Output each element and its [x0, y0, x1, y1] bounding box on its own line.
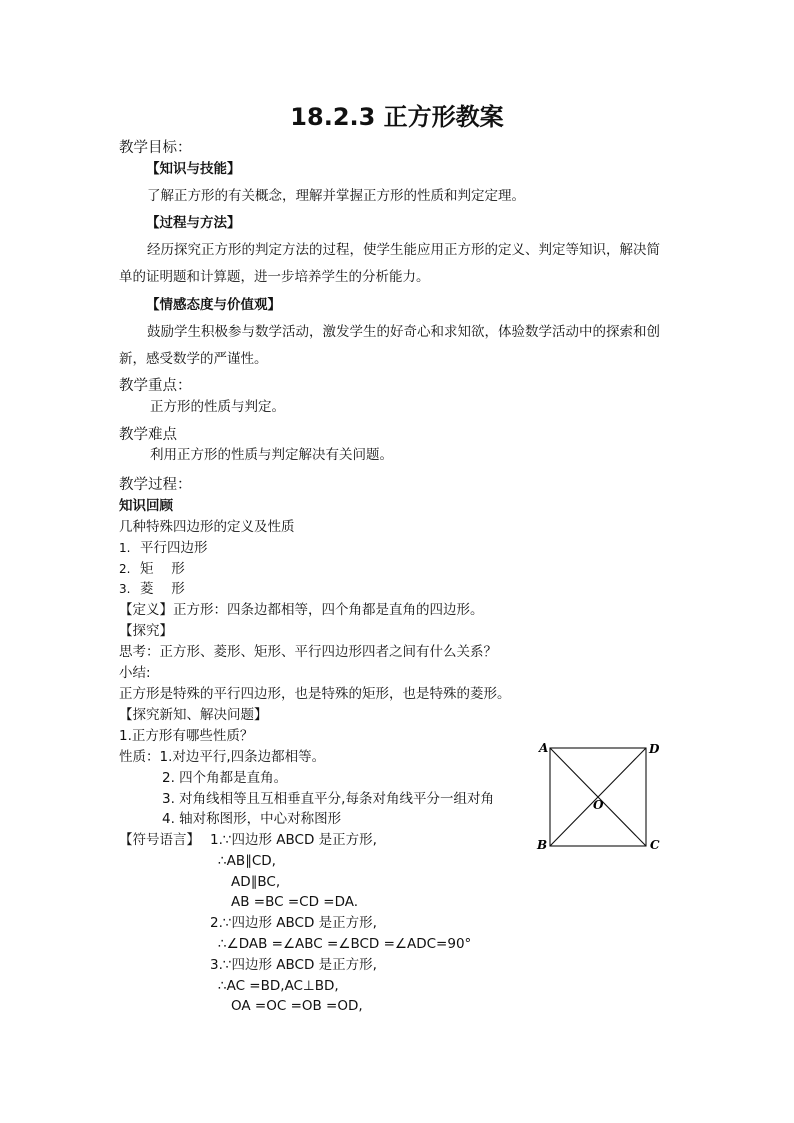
square-abcd-figure	[530, 738, 670, 858]
symbol-line: ∴AC =BD,AC⊥BD,	[218, 978, 339, 994]
process-method-line-2: 单的证明题和计算题，进一步培养学生的分析能力。	[119, 269, 430, 285]
process-heading: 教学过程：	[119, 477, 192, 493]
attitude-line-1: 鼓励学生积极参与数学活动，激发学生的好奇心和求知欲，体验数学活动中的探索和创	[147, 324, 660, 340]
definition-text: 【定义】正方形：四条边都相等，四个角都是直角的四边形。	[119, 602, 484, 618]
process-method-heading: 【过程与方法】	[146, 215, 241, 231]
knowledge-heading: 【知识与技能】	[146, 161, 241, 177]
attitude-line-2: 新，感受数学的严谨性。	[119, 351, 268, 367]
review-heading: 知识回顾	[119, 498, 173, 514]
symbol-line: AB =BC =CD =DA.	[231, 894, 359, 910]
list-item: 矩 形	[140, 561, 185, 577]
review-text: 几种特殊四边形的定义及性质	[119, 519, 295, 535]
page-title: 18.2.3 正方形教案	[290, 103, 504, 131]
think-text: 思考：正方形、菱形、矩形、平行四边形四者之间有什么关系？	[119, 644, 497, 660]
symbol-line: OA =OC =OB =OD,	[231, 998, 363, 1014]
list-item-number: 2.	[119, 562, 131, 576]
explore-heading: 【探究】	[119, 623, 173, 639]
difficulty-heading: 教学难点	[119, 427, 177, 443]
symbol-line: 2.∵四边形 ABCD 是正方形,	[210, 915, 377, 931]
symbol-line: AD∥BC,	[231, 874, 281, 890]
property-line: 性质：1.对边平行,四条边都相等。	[119, 749, 326, 765]
list-item-number: 1.	[119, 541, 131, 555]
property-line: 2. 四个角都是直角。	[162, 770, 288, 786]
attitude-heading: 【情感态度与价值观】	[146, 297, 281, 313]
property-line: 4. 轴对称图形，中心对称图形	[162, 811, 342, 827]
summary-text: 正方形是特殊的平行四边形，也是特殊的矩形，也是特殊的菱形。	[119, 686, 511, 702]
question-text: 1.正方形有哪些性质？	[119, 728, 254, 744]
symbol-line: ∴AB∥CD,	[218, 853, 276, 869]
list-item: 平行四边形	[140, 540, 208, 556]
property-line: 3. 对角线相等且互相垂直平分,每条对角线平分一组对角	[162, 791, 494, 807]
vertex-label-c: C	[650, 838, 660, 852]
symbol-language-label: 【符号语言】	[119, 832, 200, 848]
process-method-line-1: 经历探究正方形的判定方法的过程，使学生能应用正方形的定义、判定等知识，解决简	[147, 242, 660, 258]
symbol-line: 3.∵四边形 ABCD 是正方形,	[210, 957, 377, 973]
list-item: 菱 形	[140, 581, 185, 597]
list-item-number: 3.	[119, 582, 131, 596]
vertex-label-a: A	[539, 741, 549, 755]
vertex-label-b: B	[537, 838, 548, 852]
new-knowledge-heading: 【探究新知、解决问题】	[119, 707, 268, 723]
objectives-heading: 教学目标：	[119, 140, 192, 156]
key-point-text: 正方形的性质与判定。	[150, 399, 285, 415]
knowledge-text: 了解正方形的有关概念，理解并掌握正方形的性质和判定定理。	[147, 188, 525, 204]
center-label-o: O	[593, 798, 604, 812]
symbol-line: ∴∠DAB =∠ABC =∠BCD =∠ADC=90°	[218, 936, 472, 952]
summary-label: 小结:	[119, 665, 151, 681]
symbol-line: 1.∵四边形 ABCD 是正方形,	[210, 832, 377, 848]
difficulty-text: 利用正方形的性质与判定解决有关问题。	[150, 447, 393, 463]
key-point-heading: 教学重点：	[119, 378, 192, 394]
vertex-label-d: D	[649, 742, 660, 756]
